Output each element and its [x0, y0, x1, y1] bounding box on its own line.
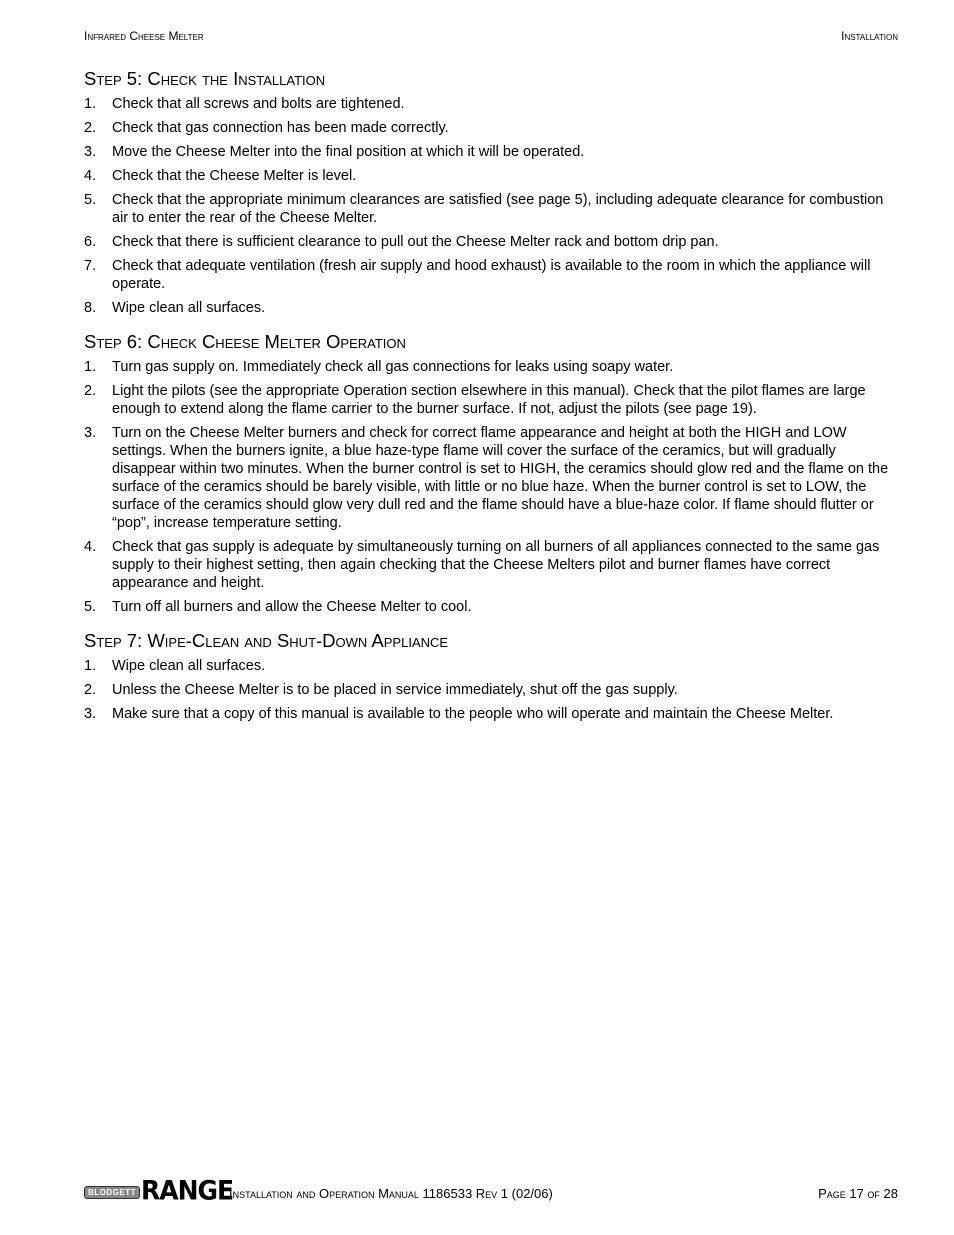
list-item-text: Check that gas connection has been made correctly. — [112, 120, 449, 136]
list-item — [84, 382, 896, 418]
list-item-text: Wipe clean all surfaces. — [112, 658, 266, 674]
section-title: Step 5: Check the Installation — [84, 68, 326, 89]
list-item — [84, 424, 896, 532]
list-item — [84, 257, 896, 293]
list-item-number: 5. — [84, 192, 97, 208]
section-title: Step 7: Wipe-Clean and Shut-Down Appliance — [84, 630, 449, 651]
list-item — [84, 299, 896, 317]
list-item-text: Unless the Cheese Melter is to be placed in service immediately, shut off the gas supply. — [112, 682, 678, 698]
section-step-5 — [84, 67, 896, 317]
list-item — [84, 657, 896, 675]
list-item-text: Check that gas supply is adequate by simultaneously turning on all burners of all appliances connected to the same gas supply to their highest setting, then again checking that the Cheese Melters pilot and burner flames have correct appearance and height. — [112, 539, 880, 591]
page-footer — [84, 1175, 898, 1206]
list-item-number: 2. — [84, 120, 97, 136]
section-step-7 — [84, 629, 896, 723]
list-item-text: Turn off all burners and allow the Cheese Melter to cool. — [112, 599, 472, 615]
section-title: Step 6: Check Cheese Melter Operation — [84, 331, 406, 352]
list-item — [84, 167, 896, 185]
step-list — [84, 95, 896, 317]
list-item-number: 5. — [84, 599, 97, 615]
list-item-text: Move the Cheese Melter into the final position at which it will be operated. — [112, 144, 585, 160]
list-item-number: 1. — [84, 96, 97, 112]
list-item — [84, 358, 896, 376]
page-header — [84, 29, 898, 47]
list-item-text: Wipe clean all surfaces. — [112, 300, 266, 316]
list-item-text: Check that the appropriate minimum clearances are satisfied (see page 5), including adequate clearance for combustion air to enter the rear of the Cheese Melter. — [112, 192, 884, 226]
list-item-text: Light the pilots (see the appropriate Operation section elsewhere in this manual). Check that the pilot flames are large enough to extend along the flame carrier to the burner surface. If not, adjust the pilots (see page 19). — [112, 383, 866, 417]
list-item-number: 2. — [84, 682, 97, 698]
list-item — [84, 119, 896, 137]
list-item-text: Make sure that a copy of this manual is available to the people who will operate and maintain the Cheese Melter. — [112, 706, 834, 722]
header-product-title: Infrared Cheese Melter — [84, 29, 204, 43]
list-item-number: 8. — [84, 300, 97, 316]
list-item — [84, 705, 896, 723]
list-item-number: 4. — [84, 539, 97, 555]
list-item — [84, 95, 896, 113]
list-item-number: 7. — [84, 258, 97, 274]
list-item-text: Turn gas supply on. Immediately check all gas connections for leaks using soapy water. — [112, 359, 674, 375]
logo-range-text: RANGE — [141, 1175, 234, 1206]
section-step-6 — [84, 330, 896, 616]
footer-page-number: Page 17 of 28 — [818, 1186, 898, 1201]
list-item-number: 3. — [84, 144, 97, 160]
list-item — [84, 538, 896, 592]
list-item-number: 2. — [84, 383, 97, 399]
list-item — [84, 191, 896, 227]
list-item-text: Check that adequate ventilation (fresh air supply and hood exhaust) is available to the room in which the appliance will operate. — [112, 258, 871, 292]
list-item-text: Check that there is sufficient clearance to pull out the Cheese Melter rack and bottom drip pan. — [112, 234, 719, 250]
list-item-number: 1. — [84, 658, 97, 674]
list-item-number: 3. — [84, 425, 97, 441]
list-item-number: 1. — [84, 359, 97, 375]
list-item — [84, 233, 896, 251]
header-section-title: Installation — [841, 29, 898, 43]
list-item-number: 4. — [84, 168, 97, 184]
step-list — [84, 657, 896, 723]
list-item — [84, 143, 896, 161]
list-item-text: Turn on the Cheese Melter burners and check for correct flame appearance and height at both the HIGH and LOW settings. When the burners ignite, a blue haze-type flame will cover the surface of the ceramics, but will gradually disappear within two minutes. When the burner control is set to HIGH, the ceramics should glow red and the flame on the surface of the ceramics should be barely visible, with little or no blue haze. When the burner control is set to LOW, the surface of the ceramics should glow very dull red and the flame should have a blue-haze color. If flame should flutter or “pop”, increase temperature setting. — [112, 425, 889, 531]
list-item-number: 3. — [84, 706, 97, 722]
blodgett-range-logo — [84, 1175, 234, 1206]
list-item — [84, 681, 896, 699]
list-item-number: 6. — [84, 234, 97, 250]
logo-brand-box: BLODGETT — [84, 1186, 140, 1199]
list-item-text: Check that all screws and bolts are tightened. — [112, 96, 405, 112]
list-item — [84, 598, 896, 616]
list-item-text: Check that the Cheese Melter is level. — [112, 168, 357, 184]
footer-manual-info: Installation and Operation Manual 1186533 Rev 1 (02/06) — [229, 1186, 553, 1201]
step-list — [84, 358, 896, 616]
page-content — [84, 67, 896, 736]
